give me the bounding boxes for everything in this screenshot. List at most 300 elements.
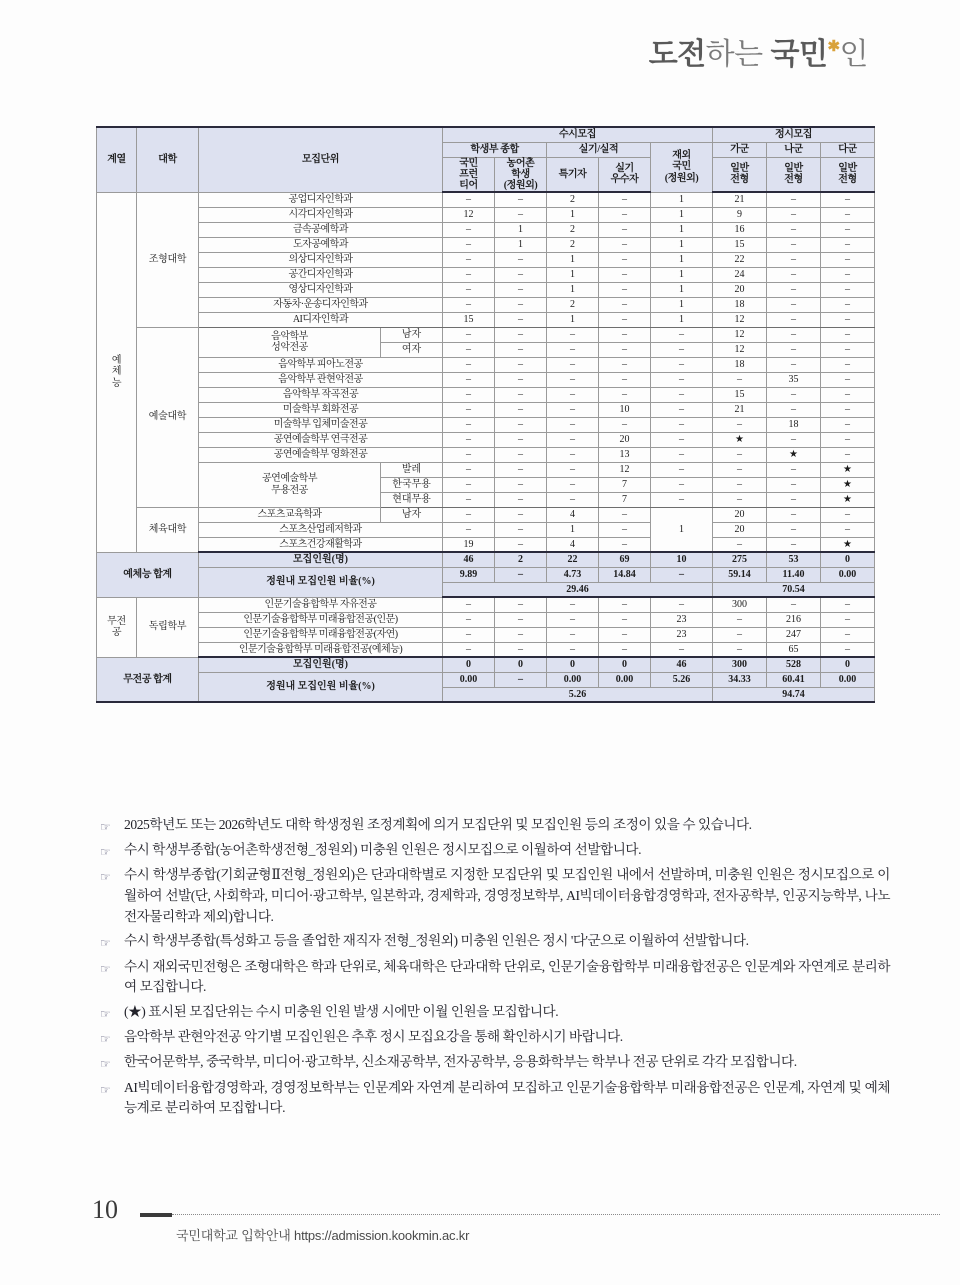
admissions-table-container: [96, 126, 866, 703]
th-overseas-l2: 국민: [672, 161, 691, 173]
cell-value: –: [495, 297, 547, 312]
college-johyeong: 조형대학: [137, 192, 199, 327]
summary-count-value: 0: [547, 657, 599, 672]
note-bullet-icon: ☞: [100, 1057, 111, 1072]
table-row: [97, 387, 875, 402]
cell-value: 13: [599, 447, 651, 462]
th-series: 계열: [97, 127, 137, 192]
cell-value: –: [713, 447, 767, 462]
footer-rule-dotted: [172, 1214, 940, 1215]
th-na: 나군: [767, 142, 821, 157]
th-general-ga: [713, 157, 767, 192]
cell-value: 21: [713, 402, 767, 417]
cell-value: –: [443, 342, 495, 357]
cell-value: –: [713, 417, 767, 432]
cell-value: –: [547, 627, 599, 642]
cell-value: 9: [713, 207, 767, 222]
th-general-na: [767, 157, 821, 192]
note-bullet-icon: ☞: [100, 1006, 111, 1021]
cell-value: –: [443, 402, 495, 417]
table-row: [97, 597, 875, 612]
table-row: [97, 627, 875, 642]
sub-unit-name: 여자: [381, 342, 443, 357]
cell-value: 12: [713, 327, 767, 342]
cell-value: –: [599, 312, 651, 327]
summary-count-value: 0: [821, 552, 875, 567]
kf-l2: 프런: [459, 168, 478, 180]
th-practical: 실기/실적: [547, 142, 651, 157]
cell-value: –: [599, 387, 651, 402]
cell-value: 2: [547, 297, 599, 312]
unit-name: [199, 327, 381, 357]
cell-value: –: [821, 387, 875, 402]
cell-value: –: [821, 402, 875, 417]
cell-value: –: [821, 507, 875, 522]
note-bullet-icon: ☞: [100, 1082, 111, 1097]
cell-value: –: [599, 267, 651, 282]
unit-line-1: 음악학부: [271, 330, 308, 342]
table-row: [97, 327, 875, 342]
kf-l3: 티어: [459, 179, 478, 191]
cell-value: –: [651, 417, 713, 432]
cell-value: –: [821, 222, 875, 237]
summary-ratio-value: 60.41: [767, 672, 821, 687]
cell-value: 1: [651, 312, 713, 327]
unit-name: 인문기술융합학부 미래융합전공(예체능): [199, 642, 443, 657]
cell-value: –: [599, 372, 651, 387]
cell-value: 12: [599, 462, 651, 477]
series-char: 무전: [107, 615, 126, 627]
summary-ratio-row: [97, 567, 875, 582]
summary-count-label: 모집인원(명): [199, 657, 443, 672]
cell-value: –: [821, 417, 875, 432]
cell-value: 1: [651, 207, 713, 222]
footer-url: 국민대학교 입학안내 https://admission.kookmin.ac.kr: [176, 1228, 470, 1243]
summary-ratio-value: –: [495, 672, 547, 687]
sub-unit-name: 남자: [381, 507, 443, 522]
cell-value: 2: [547, 237, 599, 252]
cell-value: –: [547, 342, 599, 357]
note-text: AI빅데이터융합경영학과, 경영정보학부는 인문계와 자연계 분리하여 모집하고 인문기술융합학부 미래융합전공은 인문계, 자연계 및 예체능계로 분리하여 모집합니다.: [124, 1079, 890, 1116]
brand-star-icon: ✱: [827, 38, 840, 55]
cell-value: –: [599, 357, 651, 372]
note-item: [100, 815, 890, 836]
cell-value: 12: [713, 312, 767, 327]
table-row: [97, 312, 875, 327]
cell-value: 23: [651, 612, 713, 627]
g2-l1: 일반: [784, 163, 803, 175]
summary-ratio-value: 0.00: [599, 672, 651, 687]
cell-value: –: [821, 252, 875, 267]
table-header: [97, 127, 875, 192]
table-row: [97, 402, 875, 417]
cell-value: –: [599, 537, 651, 552]
cell-value: –: [547, 462, 599, 477]
table-row: [97, 252, 875, 267]
rural-l2: 학생: [511, 168, 530, 180]
unit-name: 인문기술융합학부 자유전공: [199, 597, 443, 612]
cell-value: –: [821, 522, 875, 537]
cell-value: 15: [713, 237, 767, 252]
summary-ratio-label: 정원내 모집인원 비율(%): [199, 672, 443, 702]
summary-susi-total: 5.26: [443, 687, 713, 702]
series-char: 예: [111, 355, 122, 367]
cell-value: 1: [547, 207, 599, 222]
table-row: [97, 357, 875, 372]
cell-value: –: [495, 612, 547, 627]
note-text: 수시 학생부종합(농어촌학생전형_정원외) 미충원 인원은 정시모집으로 이월하여 선발합니다.: [124, 842, 642, 858]
summary-ratio-value: 0.00: [821, 567, 875, 582]
cell-value: –: [547, 492, 599, 507]
table-row: [97, 207, 875, 222]
th-rural-student: [495, 157, 547, 192]
cell-value: –: [713, 612, 767, 627]
cell-value: 15: [443, 312, 495, 327]
cell-value: –: [547, 372, 599, 387]
table-row: [97, 237, 875, 252]
summary-count-value: 300: [713, 657, 767, 672]
g1-l2: 전형: [730, 174, 749, 186]
cell-value: 300: [713, 597, 767, 612]
cell-value: 23: [651, 627, 713, 642]
cell-value: –: [495, 327, 547, 342]
cell-value: –: [767, 252, 821, 267]
cell-value: –: [651, 342, 713, 357]
cell-value: –: [443, 372, 495, 387]
cell-value: –: [651, 447, 713, 462]
cell-value: –: [443, 297, 495, 312]
cell-value: –: [651, 432, 713, 447]
cell-value: 7: [599, 492, 651, 507]
cell-value: –: [651, 327, 713, 342]
summary-count-value: 275: [713, 552, 767, 567]
g2-l2: 전형: [784, 174, 803, 186]
brand-part3: 국민: [770, 38, 828, 71]
cell-value: –: [767, 297, 821, 312]
summary-count-value: 69: [599, 552, 651, 567]
cell-value: ★: [821, 492, 875, 507]
table-row: [97, 537, 875, 552]
cell-value: –: [599, 252, 651, 267]
th-overseas-l1: 재외: [672, 150, 691, 162]
unit-name: 스포츠건강재활학과: [199, 537, 443, 552]
cell-value: 1: [547, 252, 599, 267]
summary-ratio-value: –: [651, 567, 713, 582]
footer-rule-solid: [140, 1213, 172, 1217]
unit-name: 음악학부 작곡전공: [199, 387, 443, 402]
unit-name: 공업디자인학과: [199, 192, 443, 207]
summary-jeongsi-total: 70.54: [713, 582, 875, 597]
cell-value: –: [599, 282, 651, 297]
unit-line-2: 성악전공: [271, 342, 308, 354]
th-unit: 모집단위: [199, 127, 443, 192]
cell-value: –: [767, 462, 821, 477]
cell-value: 12: [443, 207, 495, 222]
summary-ratio-value: 34.33: [713, 672, 767, 687]
unit-line-1: 공연예술학부: [262, 473, 317, 485]
summary-count-value: 0: [821, 657, 875, 672]
cell-value: –: [767, 222, 821, 237]
th-jeongsi: 정시모집: [713, 127, 875, 142]
college-dongnip: 독립학부: [137, 597, 199, 657]
note-item: [100, 865, 890, 927]
cell-value: –: [767, 267, 821, 282]
summary-count-value: 528: [767, 657, 821, 672]
cell-value: –: [443, 387, 495, 402]
summary-count-value: 46: [443, 552, 495, 567]
unit-name: 인문기술융합학부 미래융합전공(자연): [199, 627, 443, 642]
cell-value: –: [495, 477, 547, 492]
note-bullet-icon: ☞: [100, 820, 111, 834]
cell-value: 20: [713, 522, 767, 537]
cell-value: –: [767, 597, 821, 612]
pe-l2: 우수자: [610, 174, 639, 186]
g3-l1: 일반: [838, 163, 857, 175]
cell-value: –: [821, 237, 875, 252]
cell-value: –: [767, 327, 821, 342]
cell-value: –: [821, 207, 875, 222]
cell-value: –: [443, 447, 495, 462]
summary-ratio-value: 14.84: [599, 567, 651, 582]
admissions-table: [96, 126, 875, 703]
cell-value: –: [767, 432, 821, 447]
cell-value: –: [599, 627, 651, 642]
cell-value: 1: [547, 267, 599, 282]
cell-value: –: [713, 642, 767, 657]
cell-value: –: [547, 402, 599, 417]
cell-value: –: [547, 357, 599, 372]
note-text: 음악학부 관현악전공 악기별 모집인원은 추후 정시 모집요강을 통해 확인하시기 바랍니다.: [124, 1029, 623, 1045]
cell-value: 247: [767, 627, 821, 642]
brand-part2: 하는: [705, 38, 771, 71]
summary-count-value: 0: [443, 657, 495, 672]
summary-count-value: 10: [651, 552, 713, 567]
cell-value: –: [599, 507, 651, 522]
cell-value: –: [821, 327, 875, 342]
header-row-1: [97, 127, 875, 142]
cell-value: –: [495, 642, 547, 657]
cell-value: –: [651, 402, 713, 417]
cell-value: –: [767, 357, 821, 372]
series-char: 능: [111, 377, 122, 389]
cell-value: –: [443, 357, 495, 372]
cell-value: 1: [547, 522, 599, 537]
cell-value: 4: [547, 507, 599, 522]
cell-value: ★: [821, 462, 875, 477]
unit-name: 시각디자인학과: [199, 207, 443, 222]
cell-value: –: [821, 192, 875, 207]
cell-value: –: [821, 597, 875, 612]
cell-value: ★: [713, 432, 767, 447]
cell-value: –: [495, 597, 547, 612]
note-bullet-icon: ☞: [100, 961, 111, 976]
summary-count-value: 2: [495, 552, 547, 567]
table-row: [97, 612, 875, 627]
note-bullet-icon: ☞: [100, 1032, 111, 1047]
cell-value: 24: [713, 267, 767, 282]
cell-value: –: [821, 612, 875, 627]
cell-value: –: [443, 252, 495, 267]
cell-value: 12: [713, 342, 767, 357]
unit-name: AI디자인학과: [199, 312, 443, 327]
cell-value: –: [443, 267, 495, 282]
cell-value: 20: [713, 282, 767, 297]
unit-name: 의상디자인학과: [199, 252, 443, 267]
cell-value: –: [767, 492, 821, 507]
cell-value: –: [443, 192, 495, 207]
table-row: [97, 432, 875, 447]
table-row: [97, 297, 875, 312]
page-number: 10: [92, 1195, 118, 1224]
cell-value: –: [767, 522, 821, 537]
series-char: 공: [111, 627, 122, 639]
cell-value: –: [713, 492, 767, 507]
cell-value: –: [495, 537, 547, 552]
cell-value: –: [495, 252, 547, 267]
cell-value: –: [821, 372, 875, 387]
th-general-da: [821, 157, 875, 192]
cell-value: –: [443, 282, 495, 297]
cell-value: 35: [767, 372, 821, 387]
cell-value: 10: [599, 402, 651, 417]
summary-ratio-value: 0.00: [821, 672, 875, 687]
table-row: [97, 522, 875, 537]
cell-value: –: [547, 327, 599, 342]
unit-name: 음악학부 관현악전공: [199, 372, 443, 387]
cell-value: 1: [547, 282, 599, 297]
brand-part4: 인: [839, 38, 868, 71]
cell-value: 1: [651, 267, 713, 282]
cell-value: –: [767, 312, 821, 327]
cell-value: 19: [443, 537, 495, 552]
table-row: [97, 642, 875, 657]
note-bullet-icon: ☞: [100, 936, 111, 951]
note-item: [100, 1052, 890, 1073]
college-yesul: 예술대학: [137, 327, 199, 507]
note-text: 수시 재외국민전형은 조형대학은 학과 단위로, 체육대학은 단과대학 단위로, 인문기술융합학부 미래융합전공은 인문계와 자연계로 분리하여 모집합니다.: [124, 958, 890, 995]
unit-name: [199, 462, 381, 507]
cell-value: –: [713, 537, 767, 552]
series-char: 체: [111, 366, 122, 378]
cell-value: –: [495, 387, 547, 402]
summary-count-row: [97, 552, 875, 567]
cell-value: –: [443, 522, 495, 537]
th-overseas-l3: (정원외): [664, 172, 699, 184]
cell-value: –: [713, 477, 767, 492]
series-label-nomajor: [97, 597, 137, 657]
note-item: [100, 1002, 890, 1023]
cell-value: 2: [547, 192, 599, 207]
th-da: 다군: [821, 142, 875, 157]
rural-l1: 농어촌: [506, 157, 535, 169]
cell-value: –: [547, 477, 599, 492]
sub-unit-name: 현대무용: [381, 492, 443, 507]
cell-value: 1: [651, 252, 713, 267]
college-cheyuk: 체육대학: [137, 507, 199, 552]
cell-value: –: [713, 627, 767, 642]
cell-value: –: [443, 327, 495, 342]
cell-value: –: [767, 402, 821, 417]
cell-value: –: [495, 432, 547, 447]
note-text: 수시 학생부종합(특성화고 등을 졸업한 재직자 전형_정원외) 미충원 인원은 정시 '다'군으로 이월하여 선발합니다.: [124, 933, 749, 949]
sub-unit-name: 남자: [381, 327, 443, 342]
cell-value: –: [495, 507, 547, 522]
cell-value: –: [495, 627, 547, 642]
cell-value: –: [821, 282, 875, 297]
cell-value: –: [599, 612, 651, 627]
cell-value: –: [599, 207, 651, 222]
cell-value: –: [443, 492, 495, 507]
cell-value: –: [713, 372, 767, 387]
cell-value: 1: [547, 312, 599, 327]
rural-l3: (정원외): [503, 179, 538, 191]
cell-value: –: [443, 642, 495, 657]
summary-susi-total: 29.46: [443, 582, 713, 597]
summary-label-nomajor: 무전공 합계: [97, 657, 199, 702]
summary-ratio-value: 4.73: [547, 567, 599, 582]
cell-value: –: [443, 597, 495, 612]
cell-value: 216: [767, 612, 821, 627]
cell-value: –: [713, 462, 767, 477]
cell-value: –: [547, 597, 599, 612]
cell-value: 21: [713, 192, 767, 207]
cell-value: 1: [651, 222, 713, 237]
note-item: [100, 1027, 890, 1048]
cell-value-overseas: 1: [651, 507, 713, 552]
cell-value: –: [443, 432, 495, 447]
cell-value: –: [547, 417, 599, 432]
unit-name: 스포츠산업레저학과: [199, 522, 443, 537]
cell-value: –: [767, 507, 821, 522]
table-row: [97, 372, 875, 387]
cell-value: –: [599, 342, 651, 357]
cell-value: –: [495, 492, 547, 507]
cell-value: 1: [651, 297, 713, 312]
table-row: [97, 192, 875, 207]
table-row: [97, 222, 875, 237]
cell-value: –: [495, 402, 547, 417]
cell-value: –: [495, 462, 547, 477]
cell-value: 2: [547, 222, 599, 237]
summary-count-value: 0: [495, 657, 547, 672]
sub-unit-name: 발레: [381, 462, 443, 477]
table-row: [97, 507, 875, 522]
cell-value: –: [767, 282, 821, 297]
cell-value: –: [599, 222, 651, 237]
cell-value: 20: [713, 507, 767, 522]
summary-ratio-value: 0.00: [443, 672, 495, 687]
summary-count-value: 46: [651, 657, 713, 672]
th-college: 대학: [137, 127, 199, 192]
cell-value: –: [821, 312, 875, 327]
cell-value: –: [495, 192, 547, 207]
th-kookmin-frontier: [443, 157, 495, 192]
unit-name: 인문기술융합학부 미래융합전공(인문): [199, 612, 443, 627]
cell-value: –: [767, 477, 821, 492]
note-text: 2025학년도 또는 2026학년도 대학 학생정원 조정계획에 의거 모집단위 및 모집인원 등의 조정이 있을 수 있습니다.: [124, 817, 752, 832]
unit-name: 자동차·운송디자인학과: [199, 297, 443, 312]
unit-line-2: 무용전공: [271, 484, 308, 496]
cell-value: –: [821, 357, 875, 372]
cell-value: 1: [495, 222, 547, 237]
sub-unit-name: 한국무용: [381, 477, 443, 492]
pe-l1: 실기: [615, 163, 634, 175]
summary-count-value: 0: [599, 657, 651, 672]
table-row: [97, 417, 875, 432]
cell-value: –: [651, 642, 713, 657]
summary-ratio-row: [97, 672, 875, 687]
cell-value: –: [547, 612, 599, 627]
